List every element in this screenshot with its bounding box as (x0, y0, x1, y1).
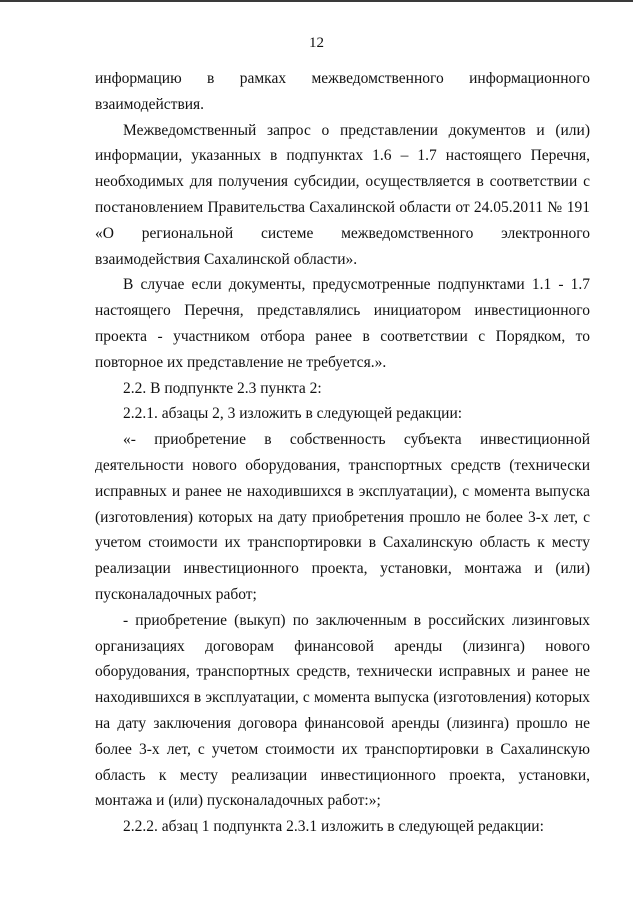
scan-top-edge (0, 0, 633, 2)
paragraph-7: - приобретение (выкуп) по заключенным в российских лизинговых организациях договорам финансовой аренды (лизинга) нового оборудования, транспортных средств, технически исправных и ранее не находившихся в эксплуатации, с момента выпуска (изготовления) которых на дату заключения договора финансовой аренды (лизинга) прошло не более 3-х лет, с учетом стоимости их транспортировки в Сахалинскую область к месту реализации инвестиционного проекта, установки, монтажа и (или) пусконаладочных работ:»; (95, 611, 590, 810)
paragraph-1: информацию в рамках межведомственного информационного взаимодействия. (95, 70, 590, 113)
document-body (95, 66, 590, 840)
paragraph-6: «- приобретение в собственность субъекта инвестиционной деятельности нового оборудования, транспортных средств (технически исправных и ранее не находившихся в эксплуатации), с момента выпуска (изготовления) которых на дату приобретения прошло не более 3-х лет, с учетом стоимости их транспортировки в Сахалинскую область к месту реализации инвестиционного проекта, установки, монтажа и (или) пусконаладочных работ; (95, 431, 590, 603)
paragraph-8: 2.2.2. абзац 1 подпункта 2.3.1 изложить в следующей редакции: (123, 818, 544, 836)
paragraph-5: 2.2.1. абзацы 2, 3 изложить в следующей редакции: (123, 405, 463, 423)
paragraph-4: 2.2. В подпункте 2.3 пункта 2: (123, 379, 322, 397)
page-number: 12 (309, 35, 324, 51)
paragraph-3: В случае если документы, предусмотренные подпунктами 1.1 - 1.7 настоящего Перечня, представлялись инициатором инвестиционного проекта - участником отбора ранее в соответствии с Порядком, то повторное их представление не требуется.». (95, 276, 590, 371)
paragraph-2: Межведомственный запрос о представлении документов и (или) информации, указанных в подпунктах 1.6 – 1.7 настоящего Перечня, необходимых для получения субсидии, осуществляется в соответствии с постановлением Правительства Сахалинской области от 24.05.2011 № 191 «О региональной системе межведомственного электронного взаимодействия Сахалинской области». (95, 121, 590, 268)
